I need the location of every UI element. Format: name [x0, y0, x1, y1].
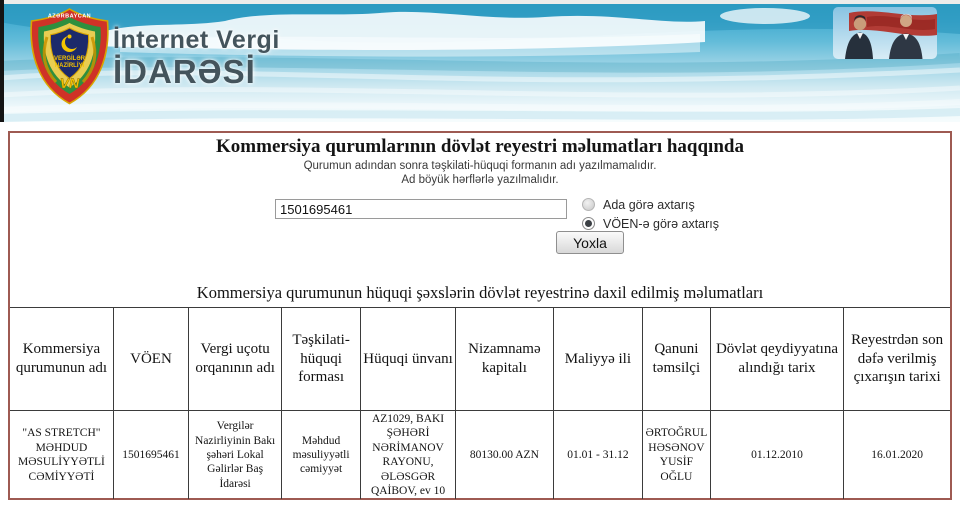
registry-search-panel [8, 131, 952, 500]
radio-search-by-name[interactable] [582, 195, 719, 214]
radio-icon [582, 217, 595, 230]
left-edge-strip [0, 0, 4, 122]
table-cell: Vergilər Nazirliyinin Bakı şəhəri Lokal Gəlirlər Baş İdarəsi [189, 411, 282, 500]
results-table-wrap [10, 278, 950, 498]
table-cell: 16.01.2020 [844, 411, 950, 500]
column-header: VÖEN [113, 308, 188, 411]
column-header: Nizamnamə kapitalı [456, 308, 554, 411]
panel-note-1: Qurumun adından sonra təşkilati-hüquqi formanın adı yazılmamalıdır. [303, 160, 657, 172]
radio-icon [582, 198, 595, 211]
check-button[interactable]: Yoxla [556, 231, 624, 254]
panel-title: Kommersiya qurumlarının dövlət reyestri məlumatları haqqında [216, 136, 744, 157]
table-cell: 80130.00 AZN [456, 411, 554, 500]
svg-text:VERGİLƏR: VERGİLƏR [53, 56, 86, 62]
registry-table [10, 278, 950, 499]
table-cell: "AS STRETCH" MƏHDUD MƏSULİYYƏTLİ CƏMİYYƏTİ [10, 411, 113, 500]
column-header: Dövlət qeydiyyatına alındığı tarix [710, 308, 843, 411]
column-header: Hüquqi ünvanı [361, 308, 456, 411]
search-input[interactable] [275, 199, 567, 219]
table-cell: 1501695461 [113, 411, 188, 500]
site-title [113, 27, 280, 89]
table-cell: Məhdud məsuliyyətli cəmiyyət [282, 411, 361, 500]
svg-text:VN: VN [59, 75, 80, 91]
site-title-line2: İDARƏSİ [113, 52, 256, 90]
column-header: Qanuni təmsilçi [643, 308, 711, 411]
presidents-photo [827, 7, 937, 59]
radio-label: Ada görə axtarış [603, 197, 695, 212]
table-caption: Kommersiya qurumunun hüquqi şəxslərin dövlət reyestrinə daxil edilmiş məlumatları [10, 278, 950, 308]
search-mode-radio-group [582, 195, 719, 233]
ministry-emblem-icon[interactable] [23, 7, 116, 106]
table-cell: 01.12.2010 [710, 411, 843, 500]
column-header: Reyestrdən son dəfə verilmiş çıxarışın tarixi [844, 308, 950, 411]
svg-text:AZƏRBAYCAN: AZƏRBAYCAN [47, 13, 92, 20]
table-cell: 01.01 - 31.12 [553, 411, 642, 500]
column-header: Təşkilati-hüquqi forması [282, 308, 361, 411]
site-title-line1: İnternet Vergi [113, 26, 280, 54]
panel-note-2: Ad böyük hərflərlə yazılmalıdır. [401, 174, 559, 186]
radio-label: VÖEN-ə görə axtarış [603, 216, 720, 231]
svg-text:NAZİRLİYİ: NAZİRLİYİ [54, 63, 85, 69]
site-header [0, 0, 960, 122]
table-cell: ƏRTOĞRUL HƏSƏNOV YUSİF OĞLU [643, 411, 711, 500]
column-header: Maliyyə ili [553, 308, 642, 411]
table-cell: AZ1029, BAKI ŞƏHƏRİ NƏRİMANOV RAYONU, ƏLƏSGƏR QAİBOV, ev 10 [361, 411, 456, 500]
column-header: Kommersiya qurumunun adı [10, 308, 113, 411]
browser-top-strip [0, 0, 960, 4]
column-header: Vergi uçotu orqanının adı [189, 308, 282, 411]
